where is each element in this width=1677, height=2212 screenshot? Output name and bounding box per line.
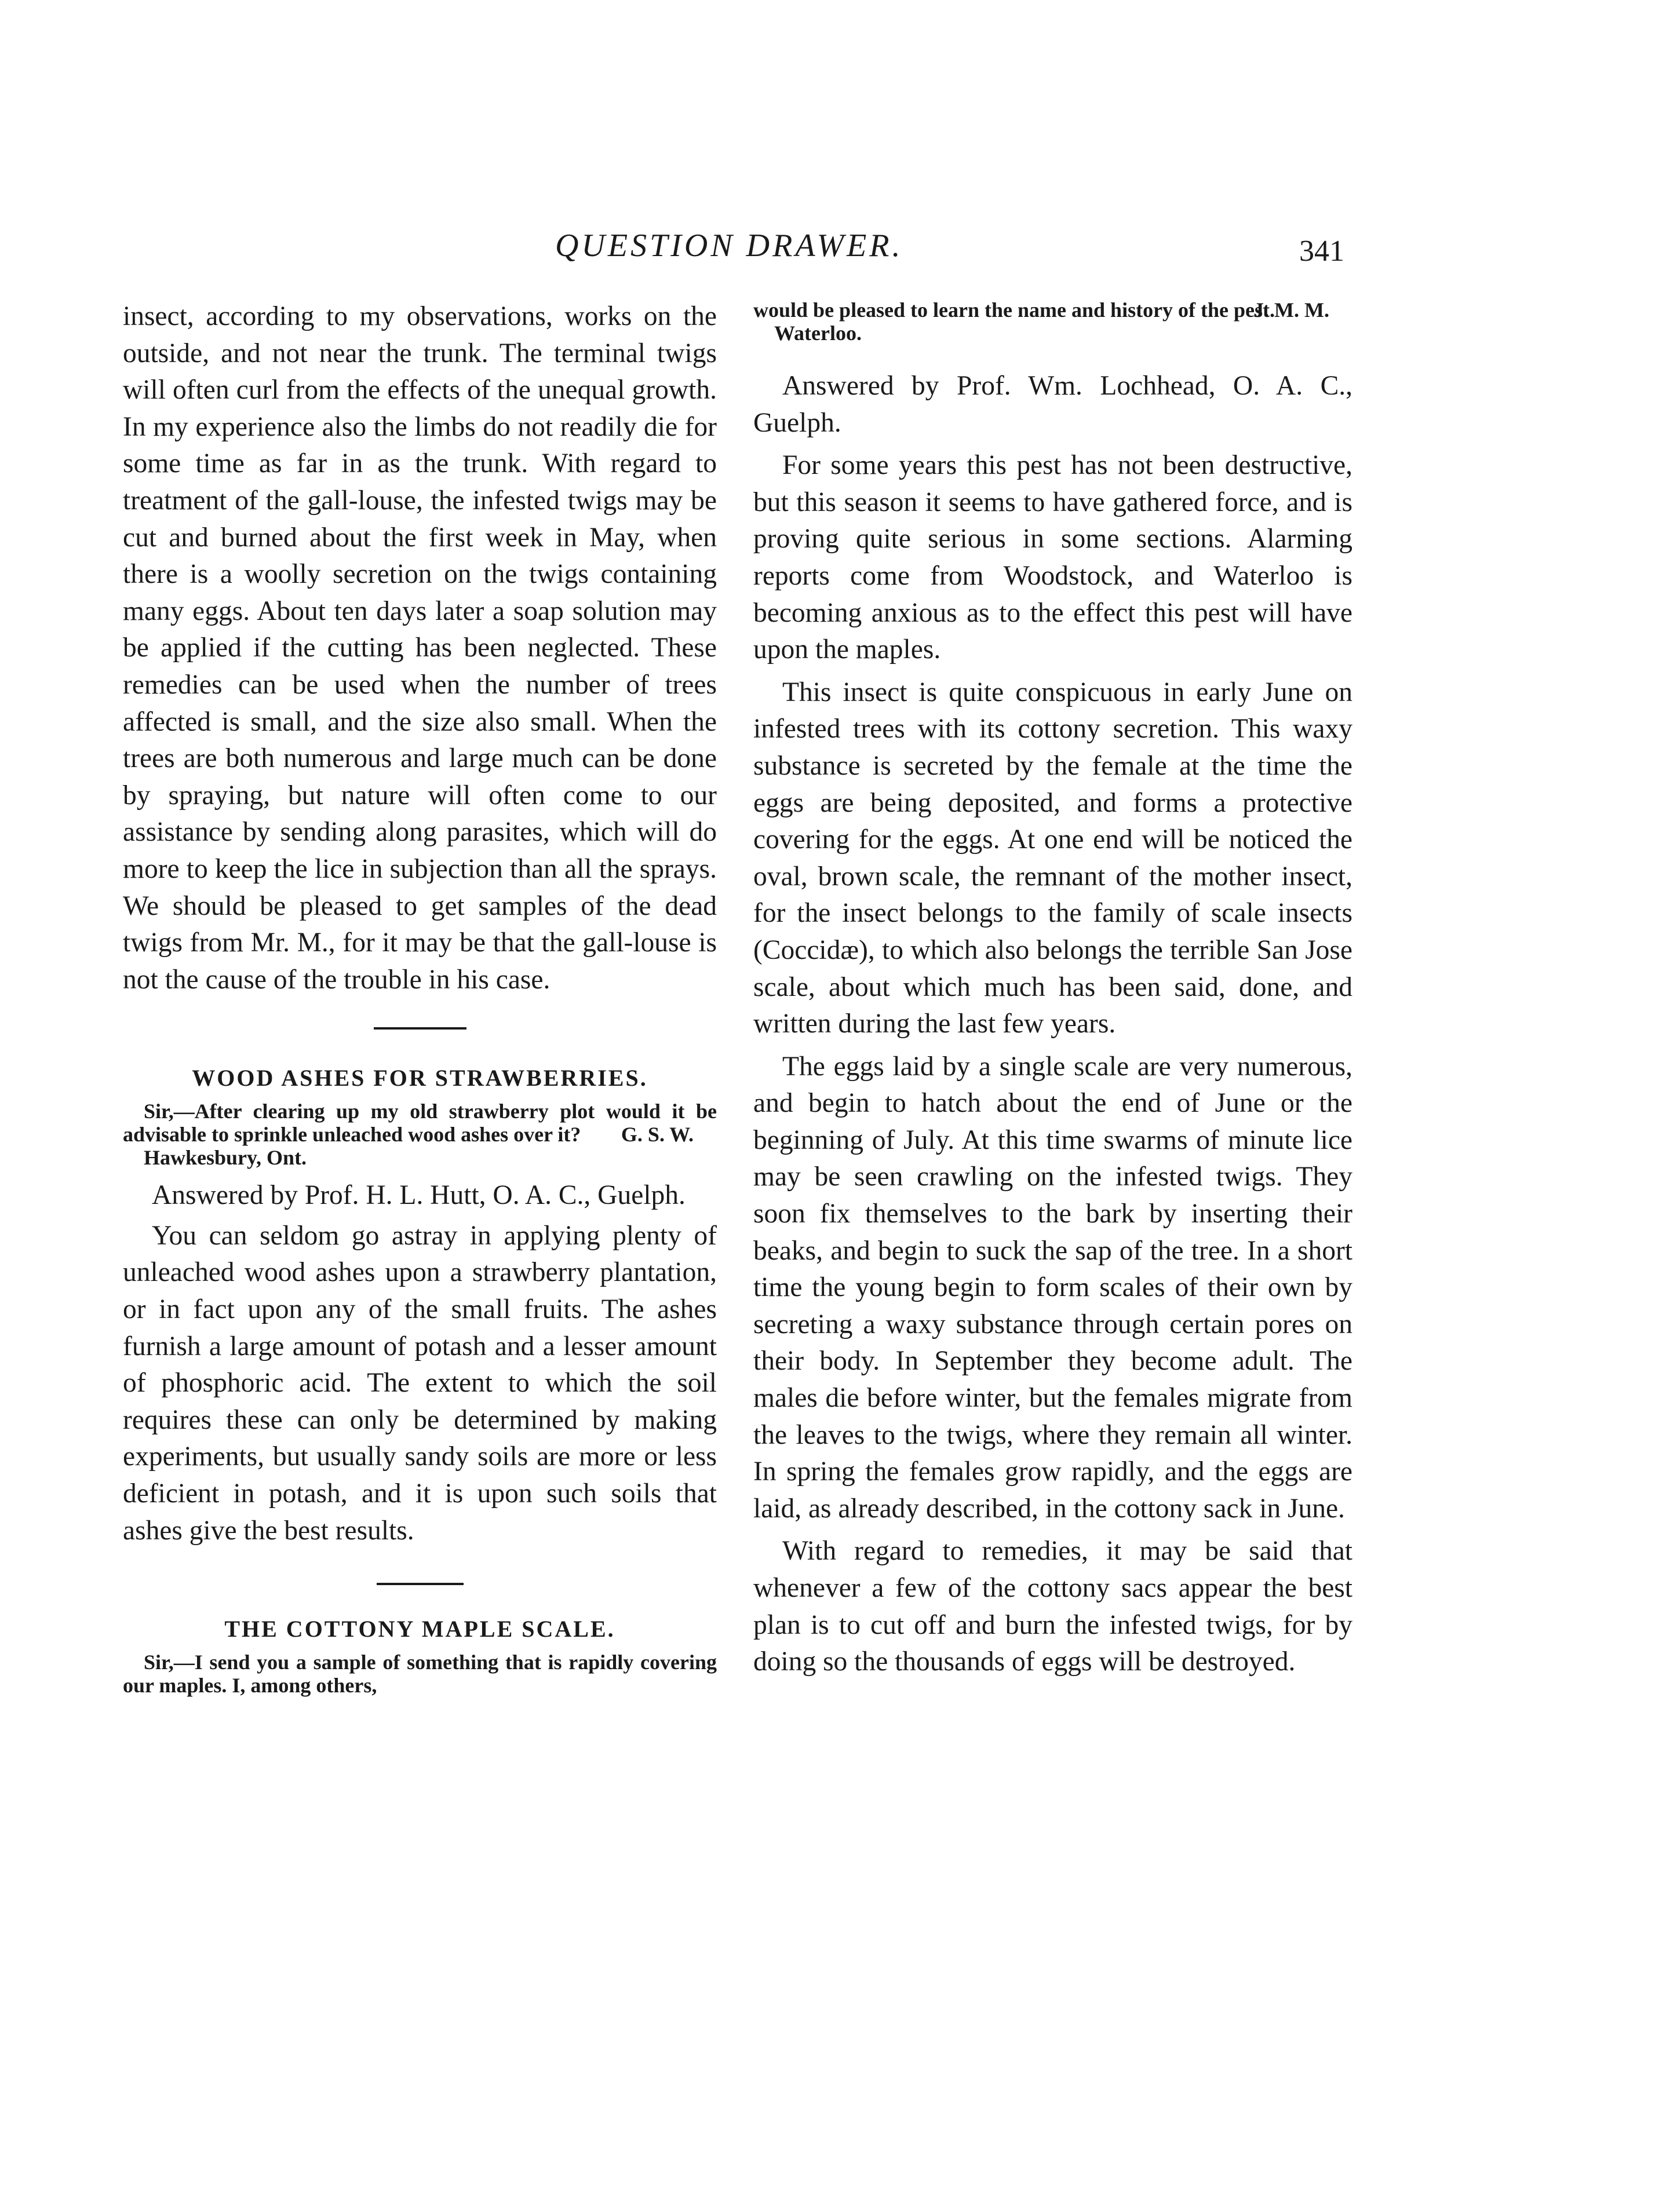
page-number: 341 (1299, 235, 1344, 268)
letter-cottony-scale-end (753, 298, 1352, 322)
letter-cottony-scale-start: Sir,—I send you a sample of something that is rapidly covering our maples. I, among others, (123, 1651, 717, 1698)
letter-place: Hawkesbury, Ont. (144, 1146, 307, 1170)
section-heading-cottony-scale: THE COTTONY MAPLE SCALE. (224, 1616, 615, 1642)
letter-signature: J. M. M. (1253, 298, 1329, 322)
continuation-paragraph: insect, according to my observations, works on the outside, and not near the trunk. The terminal twigs will often curl from the effects of the unequal growth. In my experience also the limbs do not readily die for some time as far in as the trunk. With regard to treatment of the gall-louse, the infested twigs may be cut and burned about the first week in May, when there is a woolly secretion on the twigs containing many eggs. About ten days later a soap solution may be applied if the cutting has been neglected. These remedies can be used when the number of trees affected is small, and the size also small. When the trees are both numerous and large much can be done by spraying, but nature will often come to our assistance by sending along parasites, which will do more to keep the lice in subjection than all the sprays. We should be pleased to get samples of the dead twigs from Mr. M., for it may be that the gall-louse is not the cause of the trouble in his case. (123, 301, 717, 995)
letter-signature: G. S. W. (621, 1123, 694, 1147)
section-heading-wood-ashes: WOOD ASHES FOR STRAWBERRIES. (192, 1065, 648, 1092)
letter-text: Sir,—After clearing up my old strawberry plot would it be advisable to sprinkle unleached wood ashes over it? (123, 1100, 717, 1147)
section-divider (374, 1027, 466, 1030)
left-column (123, 298, 717, 1697)
letter-text: would be pleased to learn the name and history of the pest. (753, 298, 1275, 322)
section-divider (377, 1583, 464, 1585)
answer-paragraph: With regard to remedies, it may be said that whenever a few of the cottony sacs appear the best plan is to cut off and burn the infested twigs, for by doing so the thousands of eggs will be destroyed. (753, 1536, 1352, 1677)
answer-paragraph: For some years this pest has not been destructive, but this season it seems to have gathered force, and is proving quite serious in some sections. Alarming reports come from Woodstock, and Waterloo is becoming anxious as to the effect this pest will have upon the maples. (753, 450, 1352, 665)
answered-by-line: Answered by Prof. Wm. Lochhead, O. A. C., Guelph. (753, 371, 1352, 438)
letter-place: Waterloo. (774, 322, 862, 345)
answer-paragraph: The eggs laid by a single scale are very numerous, and begin to hatch about the end of June or the beginning of July. At this time swarms of minute lice may be seen crawling on the infested twigs. They soon fix themselves to the bark by inserting their beaks, and begin to suck the sap of the tree. In a short time the young begin to form scales of their own by secreting a waxy substance through certain pores on their body. In September they become adult. The males die before winter, but the females migrate from the leaves to the twigs, where they remain all winter. In spring the females grow rapidly, and the eggs are laid, as already described, in the cottony sack in June. (753, 1051, 1352, 1524)
answered-by-line: Answered by Prof. H. L. Hutt, O. A. C., Guelph. (152, 1180, 686, 1211)
answer-paragraph: This insect is quite conspicuous in early June on infested trees with its cottony secretion. This waxy substance is secreted by the female at the time the eggs are being deposited, and forms a protective covering for the eggs. At one end will be noticed the oval, brown scale, the remnant of the mother insect, for the insect belongs to the family of scale insects (Coccidæ), to which also belongs the terrible San Jose scale, about which much has been said, done, and written during the last few years. (753, 677, 1352, 1039)
answer-paragraph: You can seldom go astray in applying plenty of unleached wood ashes upon a strawberry plantation, or in fact upon any of the small fruits. The ashes furnish a large amount of potash and a lesser amount of phosphoric acid. The extent to which the soil requires these can only be determined by making experiments, but usually sandy soils are more or less deficient in potash, and it is upon such soils that ashes give the best results. (123, 1220, 717, 1546)
letter-wood-ashes (123, 1100, 717, 1146)
running-head (0, 227, 1677, 273)
running-title: QUESTION DRAWER. (555, 228, 903, 264)
right-column (753, 298, 1352, 1681)
